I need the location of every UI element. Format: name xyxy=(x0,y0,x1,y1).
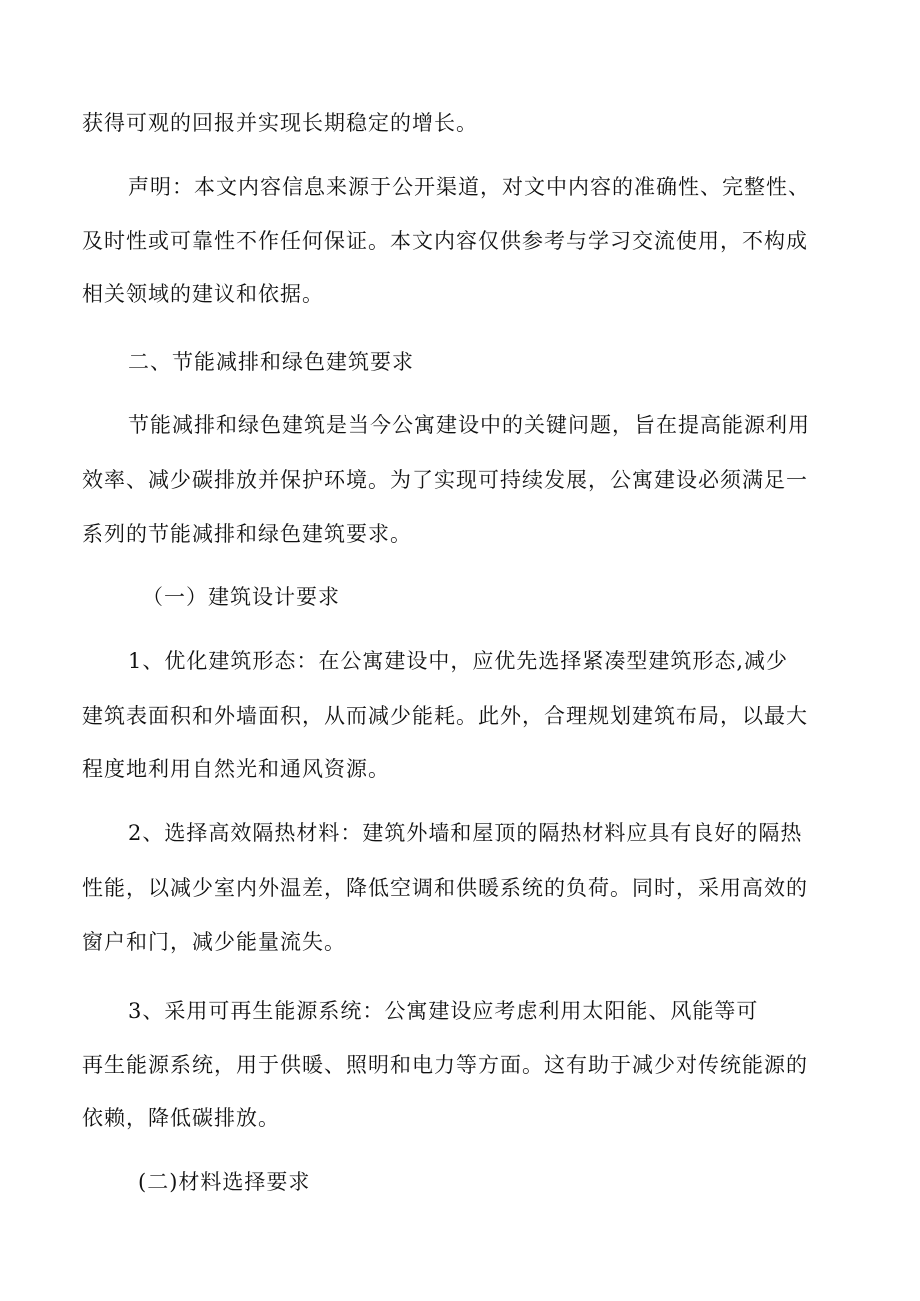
item-2-line-1: 2、选择高效隔热材料：建筑外墙和屋顶的隔热材料应具有良好的隔热 xyxy=(128,821,803,845)
intro-tail-line-1: 获得可观的回报并实现长期稳定的增长。 xyxy=(82,111,478,135)
item-3-line-2: 再生能源系统，用于供暖、照明和电力等方面。这有助于减少对传统能源的 xyxy=(82,1053,808,1077)
item-2-line-3: 窗户和门，减少能量流失。 xyxy=(82,930,346,954)
item-3-line-1: 3、采用可再生能源系统：公寓建设应考虑利用太阳能、风能等可 xyxy=(128,999,759,1023)
subsection-heading-2: (二)材料选择要求 xyxy=(138,1170,311,1194)
disclaimer-line-1: 声明：本文内容信息来源于公开渠道，对文中内容的准确性、完整性、 xyxy=(128,175,810,199)
disclaimer-line-3: 相关领域的建议和依据。 xyxy=(82,282,324,306)
item-1-line-3: 程度地利用自然光和通风资源。 xyxy=(82,757,390,781)
section-intro-line-1: 节能减排和绿色建筑是当今公寓建设中的关键问题，旨在提高能源利用 xyxy=(128,413,810,437)
section-heading: 二、节能减排和绿色建筑要求 xyxy=(128,350,414,374)
subsection-heading-1: （一）建筑设计要求 xyxy=(142,585,340,609)
disclaimer-line-2: 及时性或可靠性不作任何保证。本文内容仅供参考与学习交流使用，不构成 xyxy=(82,229,808,253)
item-1-line-2: 建筑表面积和外墙面积，从而减少能耗。此外，合理规划建筑布局，以最大 xyxy=(82,704,808,728)
item-1-line-1: 1、优化建筑形态：在公寓建设中，应优先选择紧凑型建筑形态,减少 xyxy=(128,649,789,673)
item-2-line-2: 性能，以减少室内外温差，降低空调和供暖系统的负荷。同时，采用高效的 xyxy=(82,876,808,900)
section-intro-line-3: 系列的节能减排和绿色建筑要求。 xyxy=(82,522,412,546)
item-3-line-3: 依赖，降低碳排放。 xyxy=(82,1106,280,1130)
section-intro-line-2: 效率、减少碳排放并保护环境。为了实现可持续发展，公寓建设必须满足一 xyxy=(82,468,808,492)
